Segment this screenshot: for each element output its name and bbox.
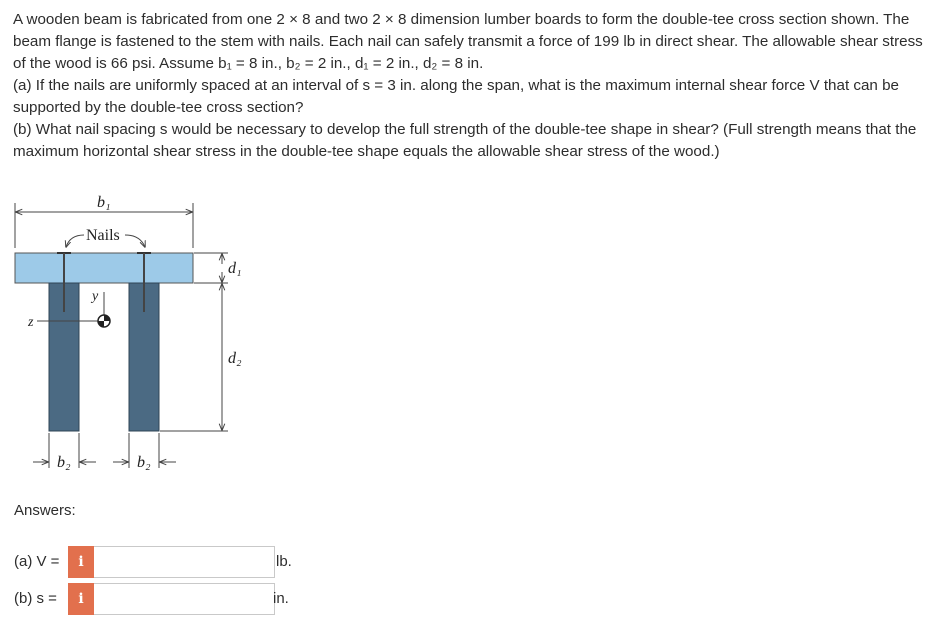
b2-right-label: b₂	[137, 454, 151, 471]
flange-board	[15, 253, 193, 283]
problem-part-b: (b) What nail spacing s would be necessary to develop the full strength of the double-tee shape in shear? (Full strength means that the maximum horizontal shear stress in the double-tee shape equals the allowable shear stress of the wood.)	[13, 121, 917, 160]
b1-label: b₁	[97, 194, 111, 211]
d1-label: d₁	[228, 260, 242, 277]
d2-label: d₂	[228, 350, 242, 367]
nails-label: Nails	[86, 227, 120, 244]
answer-b-input[interactable]	[94, 583, 275, 615]
answer-b-unit: in.	[273, 590, 289, 607]
y-axis-label: y	[92, 289, 99, 304]
nails-leader-right	[125, 235, 145, 247]
problem-part-a: (a) If the nails are uniformly spaced at an interval of s = 3 in. along the span, what is the maximum internal shear force V that can be supported by the double-tee cross section?	[13, 77, 899, 116]
centroid-icon	[98, 315, 110, 327]
answers-heading: Answers:	[14, 502, 76, 519]
answer-b-label: (b) s =	[14, 590, 57, 607]
answer-a-unit: lb.	[276, 553, 292, 570]
b2-left-label: b₂	[57, 454, 71, 471]
answer-a-info-icon[interactable]: i	[68, 546, 94, 578]
answer-a-input[interactable]	[94, 546, 275, 578]
problem-intro: A wooden beam is fabricated from one 2 × 8 and two 2 × 8 dimension lumber boards to form the double-tee cross section shown. The beam flange is fastened to the stem with nails. Each nail can safely transmit a force of 199 lb in direct shear. The allowable shear stress of the wood is 66 psi. Assume b₁ = 8 in., b₂ = 2 in., d₁ = 2 in., d₂ = 8 in.	[13, 11, 923, 72]
answer-a-label: (a) V =	[14, 553, 60, 570]
answer-b-info-icon[interactable]: i	[68, 583, 94, 615]
z-axis-label: z	[28, 315, 34, 330]
nails-leader-left	[66, 235, 84, 247]
